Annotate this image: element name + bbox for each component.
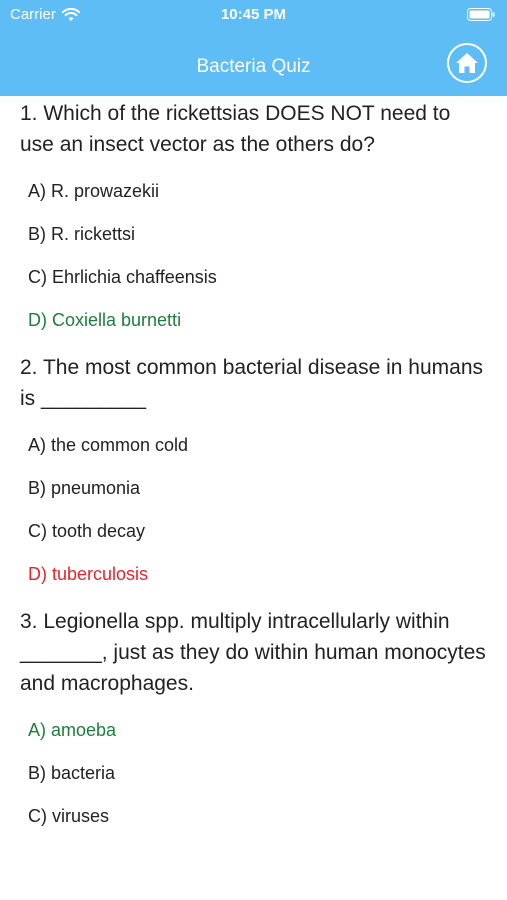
option-b[interactable]: B) bacteria — [28, 763, 116, 783]
options-list — [0, 180, 507, 331]
question-block — [0, 352, 507, 585]
home-icon — [455, 52, 479, 74]
options-list — [0, 719, 507, 827]
status-bar — [0, 0, 507, 30]
option-d[interactable]: D) tuberculosis — [28, 564, 149, 584]
home-button[interactable] — [447, 43, 487, 83]
option-a[interactable]: A) the common cold — [28, 435, 189, 455]
carrier-label: Carrier — [10, 6, 56, 23]
question-block — [0, 98, 507, 331]
quiz-content — [0, 96, 507, 848]
option-c[interactable]: C) Ehrlichia chaffeensis — [28, 267, 217, 287]
nav-title: Bacteria Quiz — [196, 56, 311, 77]
option-b[interactable]: B) pneumonia — [28, 478, 141, 498]
question-text: 2. The most common bacterial disease in humans is _________ — [20, 356, 484, 410]
battery-icon — [467, 8, 495, 21]
question-text: 1. Which of the rickettsias DOES NOT need to use an insect vector as the others do? — [20, 102, 451, 156]
option-d[interactable]: D) Coxiella burnetti — [28, 310, 182, 330]
options-list — [0, 434, 507, 585]
question-text: 3. Legionella spp. multiply intracellularly within _______, just as they do within human monocytes and macrophages. — [20, 610, 486, 695]
header — [0, 0, 507, 96]
option-c[interactable]: C) tooth decay — [28, 521, 146, 541]
option-b[interactable]: B) R. rickettsi — [28, 224, 136, 244]
option-a[interactable]: A) R. prowazekii — [28, 181, 160, 201]
question-block — [0, 606, 507, 827]
status-time: 10:45 PM — [220, 6, 287, 23]
option-c[interactable]: C) viruses — [28, 806, 110, 826]
option-a[interactable]: A) amoeba — [28, 720, 117, 740]
